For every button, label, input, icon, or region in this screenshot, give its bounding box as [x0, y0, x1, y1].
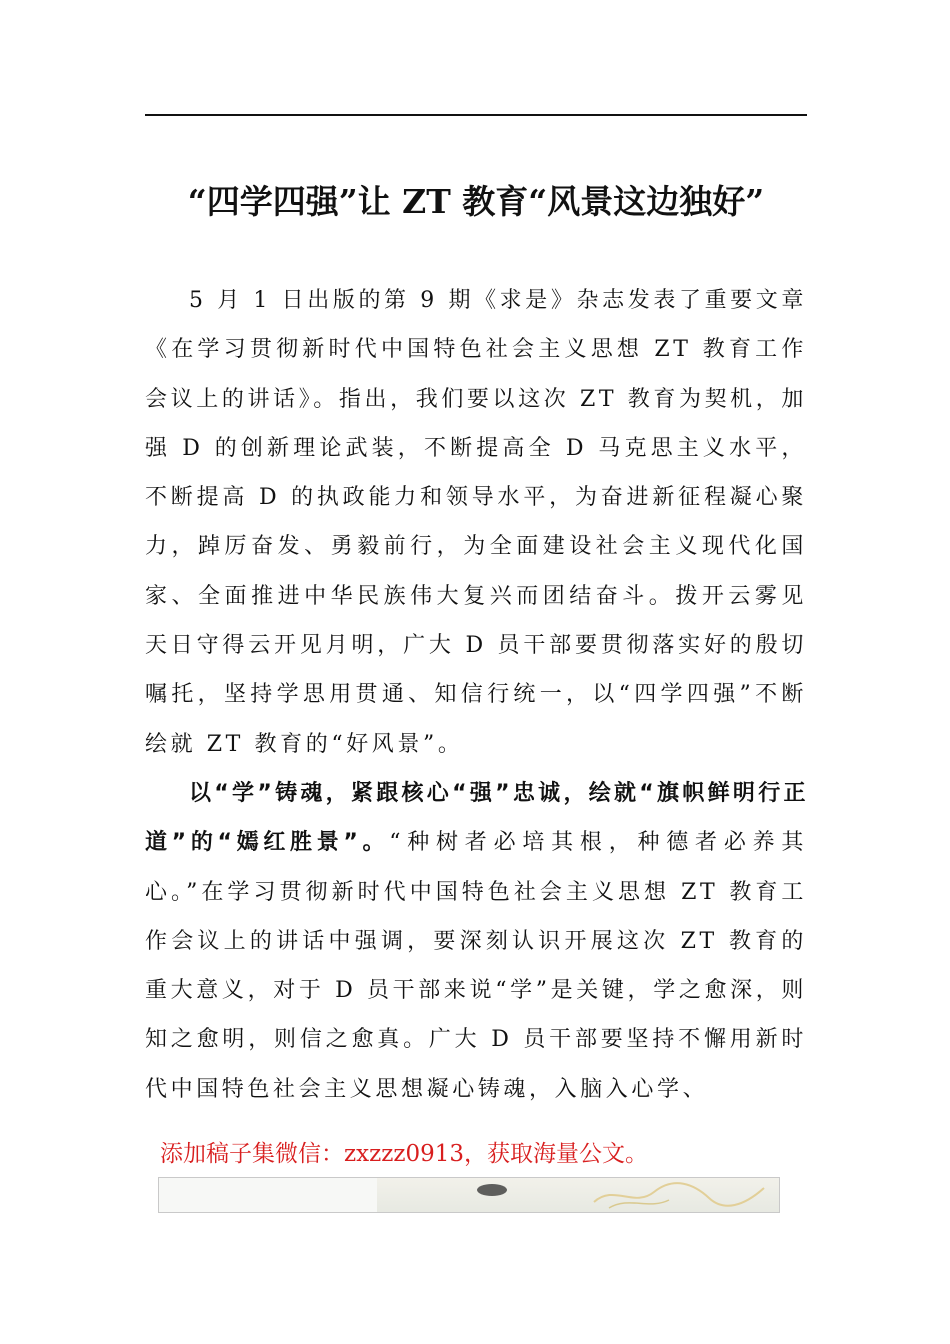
- banner-swirl-decoration: [589, 1180, 769, 1210]
- paragraph-2-heading: 以“学”铸魂，紧跟核心“强”忠诚，绘就“旗帜鲜明行正道”的“嫣红胜景”。: [145, 780, 807, 856]
- document-body: [145, 276, 807, 1114]
- body-paragraph-1: [145, 276, 807, 769]
- banner-image: [158, 1177, 780, 1213]
- header-rule: [145, 114, 807, 116]
- banner-light-area: [159, 1178, 377, 1212]
- document-title: “四学四强”让 ZT 教育“风景这边独好”: [187, 182, 765, 221]
- banner-ink-mark: [477, 1184, 507, 1196]
- promo-text: 添加稿子集微信：zxzzz0913，获取海量公文。: [160, 1141, 648, 1167]
- paragraph-2-text: “种树者必培其根，种德者必养其心。”在学习贯彻新时代中国特色社会主义思想 ZT 教育工作会议上的讲话中强调，要深刻认识开展这次 ZT 教育的重大意义，对于 D 员干部来说“学”是关键，学之愈深，则知之愈明，则信之愈真。广大 D 员干部要坚持不懈用新时代中国特色社会主义思想凝心铸魂，入脑入心学、: [145, 830, 807, 1102]
- paragraph-1-text: 5 月 1 日出版的第 9 期《求是》杂志发表了重要文章《在学习贯彻新时代中国特色社会主义思想 ZT 教育工作会议上的讲话》。指出，我们要以这次 ZT 教育为契机，加强 D 的创新理论武装，不断提高全 D 马克思主义水平，不断提高 D 的执政能力和领导水平，为奋进新征程凝心聚力，踔厉奋发、勇毅前行，为全面建设社会主义现代化国家、全面推进中华民族伟大复兴而团结奋斗。拨开云雾见天日守得云开见月明，广大 D 员干部要贯彻落实好的殷切嘱托，坚持学思用贯通、知信行统一，以“四学四强”不断绘就 ZT 教育的“好风景”。: [145, 288, 807, 757]
- body-paragraph-2: [145, 769, 807, 1114]
